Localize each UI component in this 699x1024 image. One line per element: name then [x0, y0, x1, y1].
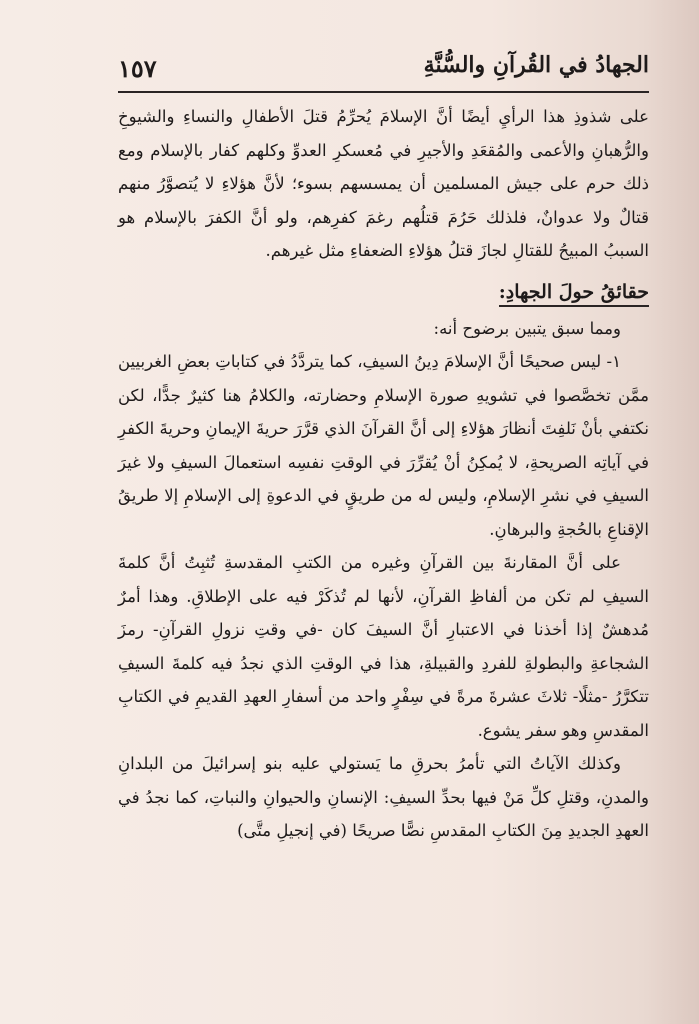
comparison-paragraph: على أنَّ المقارنةَ بين القرآنِ وغيره من الكتبِ المقدسةِ تُثبِتُ أنَّ كلمةَ السيفِ لم تكن من ألفاظِ القرآنِ، لأنها لم تُذكَرْ فيه على الإطلاقِ. وهذا أمرٌ مُدهشٌ إذا أخذنا في الاعتبارِ أنَّ السيفَ كان -في وقتِ نزولِ القرآنِ- رمزَ الشجاعةِ والبطولةِ للفردِ والقبيلةِ، هذا في الوقتِ الذي نجدُ فيه كلمةَ السيفِ تتكرَّرُ -مثلًا- ثلاثَ عشرةَ مرةً في سِفْرٍ واحد من أسفارِ العهدِ القديمِ في الكتابِ المقدسِ وهو سفر يشوع. [118, 553, 649, 740]
page-number: ١٥٧ [118, 54, 157, 83]
section-heading-text: حقائقُ حولَ الجهادِ: [499, 281, 649, 307]
point-1-paragraph: ١- ليس صحيحًا أنَّ الإسلامَ دِينُ السيفِ، كما يتردَّدُ في كتاباتِ بعضِ الغربيين ممَّن تخصَّصوا في تشويهِ صورة الإسلامِ وحضارته، والكلامُ هنا كثيرٌ جدًّا، لكن نكتفي بأنْ نَلفِتَ أنظارَ هؤلاءِ إلى أنَّ القرآنَ الذي قرَّرَ حريةَ الإيمانِ وحريةَ الكفرِ في آياتِه الصريحةِ، لا يُمكِنُ أنْ يُقرِّرَ في الوقتِ نفسِه استعمالَ السيفِ ولا غيرَ السيفِ في نشرِ الإسلامِ، وليس له من طريقٍ في الدعوةِ إلى الإسلامِ إلا طريقُ الإقناعِ بالحُجةِ والبرهانِ. [118, 352, 649, 539]
page-header [118, 48, 649, 90]
lead-in-line: ومما سبق يتبين برضوح أنه: [433, 318, 621, 338]
intro-paragraph: على شذوذِ هذا الرأيِ أيضًا أنَّ الإسلامَ يُحرِّمُ قتلَ الأطفالِ والنساءِ والشيوخِ والرُّهبانِ والأعمى والمُقعَدِ والأجيرِ في مُعسكرِ العدوِّ وكلهم كفار بالإسلام ومع ذلك حرم على جيش المسلمين أن يمسسهم بسوء؛ لأنَّ هؤلاءِ لا يُتصوَّرُ منهم قتالٌ ولا عدوانٌ، فلذلك حَرُمَ قتلُهم رغمَ كفرِهم، ولو أنَّ الكفرَ بالإسلام هو السببُ المبيحُ للقتالِ لجازَ قتلُ هؤلاءِ الضعفاءِ مثل غيرهم. [118, 107, 649, 260]
section-heading [118, 272, 649, 312]
header-rule [118, 91, 649, 93]
verses-paragraph: وكذلك الآياتُ التي تأمرُ بحرقِ ما يَستولي عليه بنو إسرائيلَ من البلدانِ والمدنِ، وقتلِ كلِّ مَنْ فيها بحدِّ السيفِ: الإنسانِ والحيوانِ والنباتِ، كما نجدُ في العهدِ الجديدِ مِنَ الكتابِ المقدسِ نصًّا صريحًا (في إنجيلِ متَّى) [118, 754, 649, 840]
running-title: الجهادُ في القُرآنِ والسُّنَّةِ [423, 52, 649, 78]
body-text [118, 100, 649, 848]
